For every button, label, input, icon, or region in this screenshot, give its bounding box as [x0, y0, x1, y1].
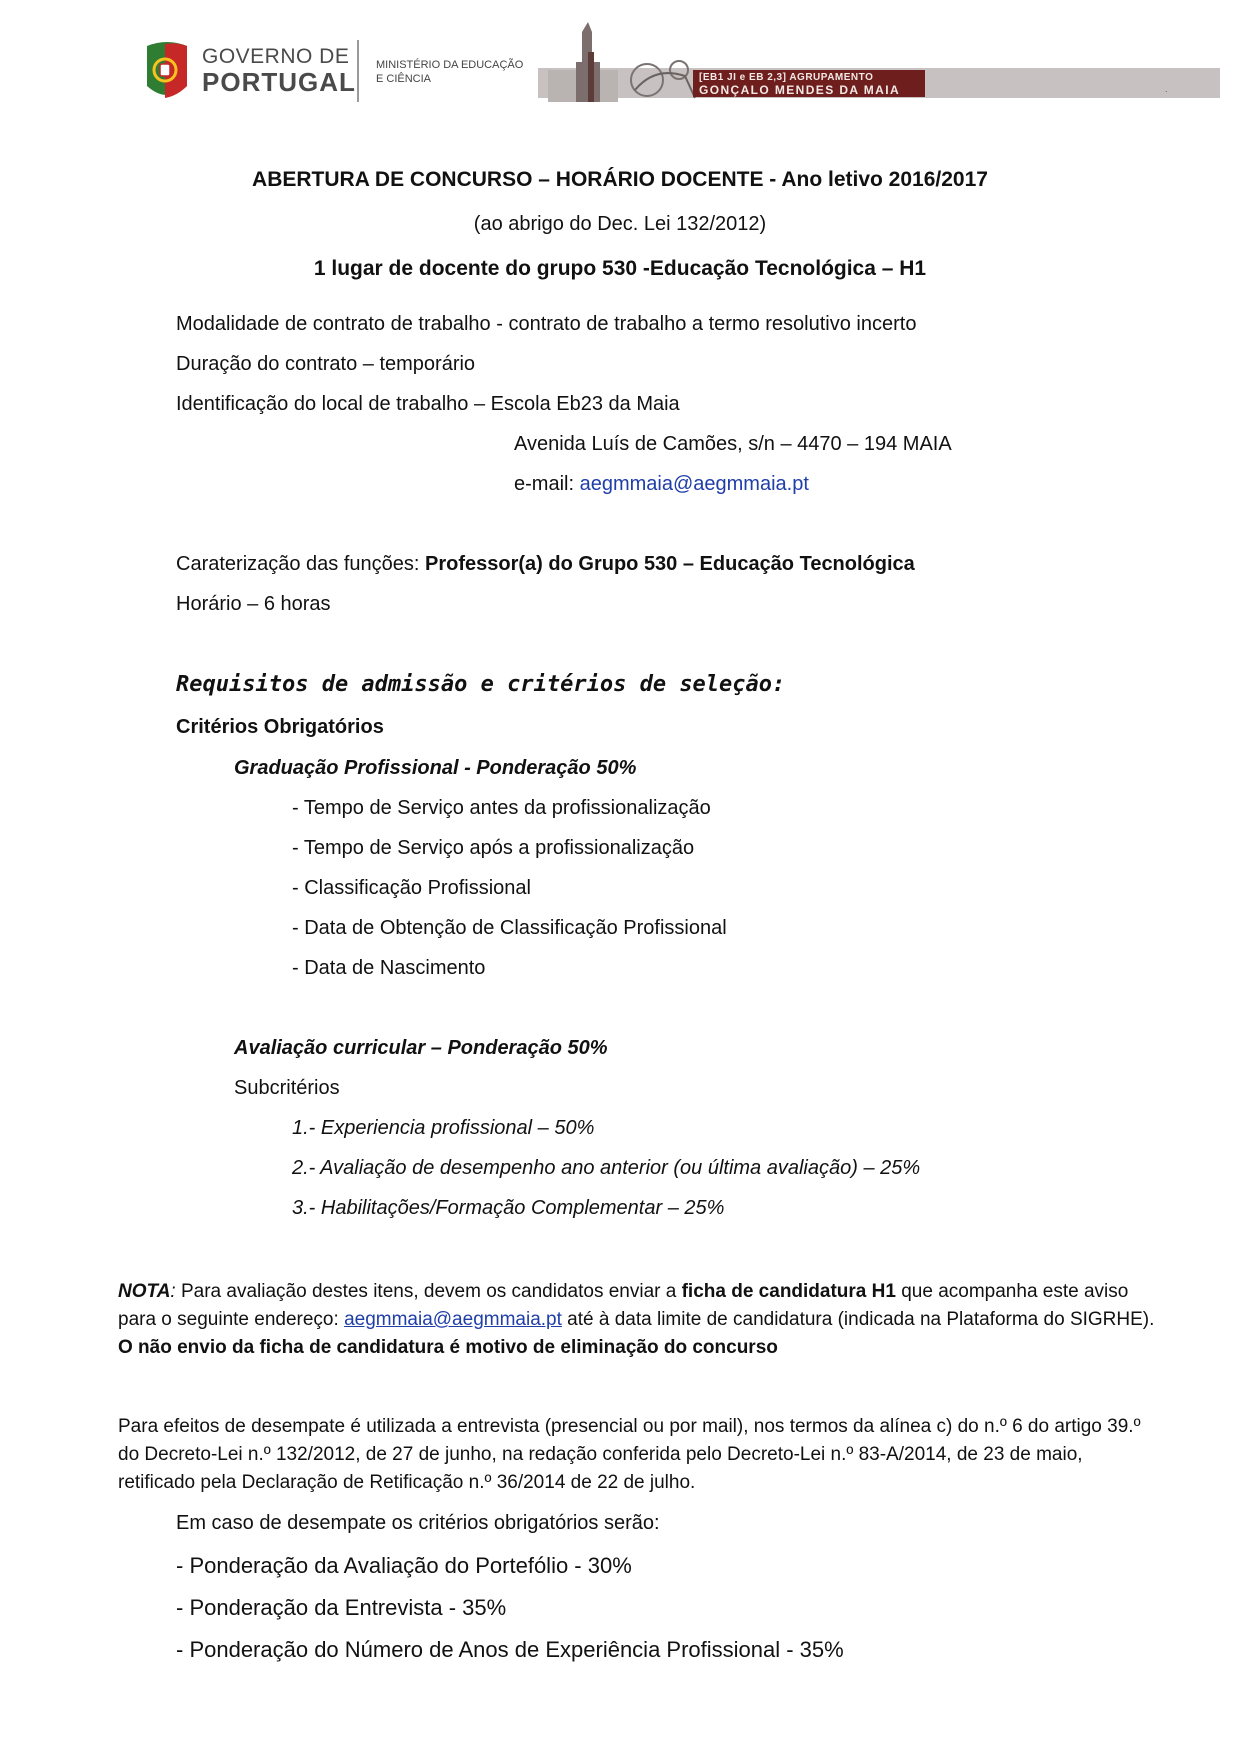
note-form-name: ficha de candidatura H1 [681, 1281, 896, 1302]
subcriteria-item: 2.- Avaliação de desempenho ano anterior (ou última avaliação) – 25% [292, 1157, 921, 1179]
subcriteria-label: Subcritérios [234, 1077, 340, 1099]
note-label: NOTA [118, 1281, 171, 1302]
school-name-box [693, 70, 925, 97]
page-title: ABERTURA DE CONCURSO – HORÁRIO DOCENTE - Ano letivo 2016/2017 [252, 168, 988, 191]
tiebreak-item: - Ponderação do Número de Anos de Experiência Profissional - 35% [176, 1637, 844, 1662]
gov-line2: PORTUGAL [202, 67, 356, 97]
contract-type: Modalidade de contrato de trabalho - contrato de trabalho a termo resolutivo incerto [176, 313, 917, 335]
graduation-item: - Classificação Profissional [292, 877, 531, 899]
note-email-link[interactable]: aegmmaia@aegmmaia.pt [344, 1309, 562, 1330]
note-colon: : [170, 1281, 176, 1302]
subcriteria-item: 3.- Habilitações/Formação Complementar – 25% [292, 1197, 725, 1219]
functions-line [176, 553, 915, 576]
header-divider [357, 40, 359, 102]
graduation-item: - Tempo de Serviço após a profissionalização [292, 837, 695, 859]
graduation-item: - Tempo de Serviço antes da profissionalização [292, 797, 711, 819]
graduation-item: - Data de Nascimento [292, 957, 486, 979]
government-wordmark [202, 46, 356, 95]
requirements-heading: Requisitos de admissão e critérios de seleção: [176, 672, 786, 697]
ministry-name [376, 58, 523, 86]
school-tag: [EB1 JI e EB 2,3] AGRUPAMENTO [699, 72, 874, 83]
functions-label: Caraterização das funções: [176, 553, 426, 575]
ministry-line2: E CIÊNCIA [376, 73, 432, 85]
workplace-address: Avenida Luís de Camões, s/n – 4470 – 194 MAIA [514, 433, 952, 455]
contract-duration: Duração do contrato – temporário [176, 353, 476, 375]
email-label: e-mail: [514, 473, 580, 495]
contact-email-line [514, 473, 809, 496]
graduation-item: - Data de Obtenção de Classificação Profissional [292, 917, 727, 939]
functions-value: Professor(a) do Grupo 530 – Educação Tecnológica [425, 553, 915, 575]
position-title: 1 lugar de docente do grupo 530 -Educação Tecnológica – H1 [313, 257, 927, 280]
school-name: GONÇALO MENDES DA MAIA [699, 83, 901, 97]
schedule-hours: Horário – 6 horas [176, 593, 331, 615]
tiebreak-paragraph: Para efeitos de desempate é utilizada a entrevista (presencial ou por mail), nos termos da alínea c) do n.º 6 do artigo 39.º do Decreto-Lei n.º 132/2012, de 27 de junho, na redação conferida pelo Decreto-Lei n.º 83-A/2014, de 23 de maio, retificado pela Declaração de Retificação n.º 36/2014 de 22 de julho. [118, 1416, 1141, 1493]
email-link[interactable]: aegmmaia@aegmmaia.pt [579, 473, 809, 495]
note-text-3: até à data limite de candidatura (indicada na Plataforma do SIGRHE). [561, 1309, 1155, 1330]
note-text-2: que acompanha este aviso para o seguinte endereço: [118, 1281, 1129, 1330]
subcriteria-item: 1.- Experiencia profissional – 50% [292, 1117, 595, 1139]
tiebreak-item: - Ponderação da Avaliação do Portefólio - 30% [176, 1553, 632, 1578]
tiebreak-item: - Ponderação da Entrevista - 35% [176, 1595, 507, 1620]
note-paragraph [118, 1278, 1158, 1362]
curricular-evaluation-heading: Avaliação curricular – Ponderação 50% [234, 1037, 608, 1059]
note-warning: O não envio da ficha de candidatura é motivo de eliminação do concurso [118, 1337, 778, 1358]
gov-line1: GOVERNO DE [202, 45, 350, 68]
graduation-heading: Graduação Profissional - Ponderação 50% [234, 757, 637, 779]
mandatory-criteria-heading: Critérios Obrigatórios [176, 716, 384, 738]
banner-mark: . [1165, 84, 1168, 94]
legal-reference: (ao abrigo do Dec. Lei 132/2012) [473, 213, 767, 235]
letterhead [0, 0, 1240, 120]
ministry-line1: MINISTÉRIO DA EDUCAÇÃO [376, 59, 524, 71]
note-text-1: Para avaliação destes itens, devem os candidatos enviar a [175, 1281, 682, 1302]
portugal-flag-logo [143, 38, 191, 102]
tiebreak-intro: Em caso de desempate os critérios obrigatórios serão: [176, 1512, 660, 1534]
workplace: Identificação do local de trabalho – Escola Eb23 da Maia [176, 393, 680, 415]
